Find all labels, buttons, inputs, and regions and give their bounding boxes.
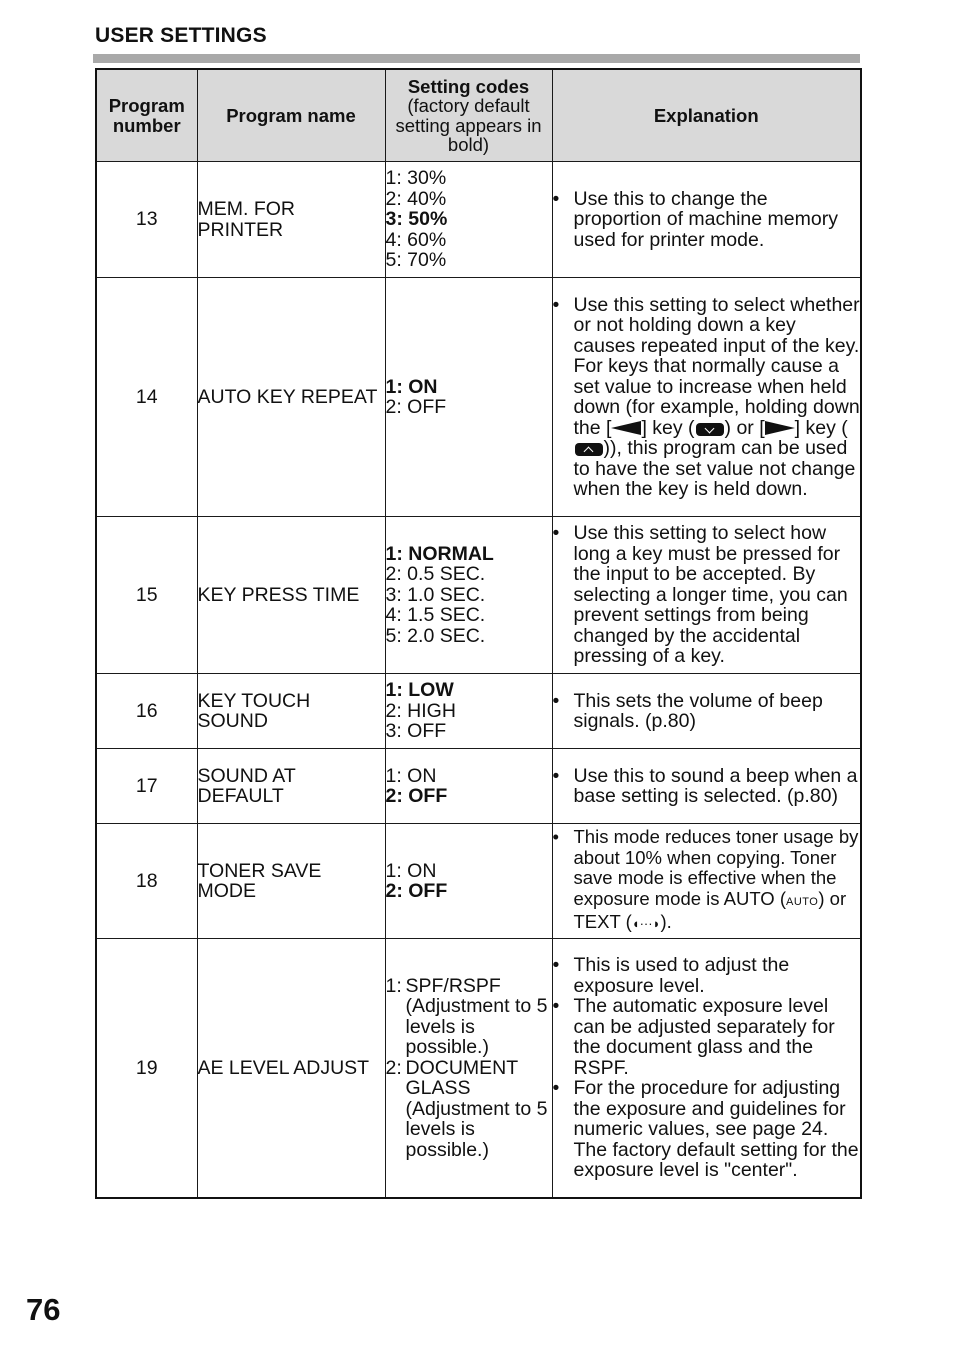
explanation — [552, 939, 861, 1198]
program-number: 16 — [96, 674, 197, 749]
table-row — [96, 939, 861, 1198]
header-program-name: Program name — [197, 69, 385, 162]
setting-code: 1: ON — [385, 859, 437, 882]
program-number: 13 — [96, 162, 197, 278]
program-name: KEY PRESS TIME — [197, 517, 385, 674]
table-header-row — [96, 69, 861, 162]
setting-code: 3: OFF — [385, 720, 447, 743]
user-settings-table — [95, 68, 862, 1199]
header-setting-codes-title: Setting codes — [407, 75, 530, 97]
setting-codes — [385, 824, 552, 939]
program-number: 18 — [96, 824, 197, 939]
explanation-bullet: • Use this setting to select whether or not holding down a key causes repeated input of the key. For keys that normally cause a set value to increase when held down (for example, holding down the [ ] key ( ) or [ ] key ()), this program can be used to have the set value not change when the key is held down. — [552, 293, 860, 500]
setting-code-default: 1: LOW — [385, 679, 454, 702]
header-setting-codes-note: (factory default setting appears in bold) — [395, 95, 542, 155]
setting-codes — [385, 749, 552, 824]
setting-code: 1: SPF/RSPF (Adjustment to 5 levels is possible.) — [385, 974, 548, 1058]
up-key-icon — [575, 443, 603, 456]
explanation — [552, 674, 861, 749]
left-arrow-key-icon — [611, 421, 641, 435]
section-rule — [93, 54, 860, 63]
program-number: 17 — [96, 749, 197, 824]
setting-code: 2: 0.5 SEC. — [385, 563, 486, 586]
setting-code-default: 3: 50% — [385, 208, 448, 231]
setting-code: 4: 60% — [385, 228, 447, 251]
program-name: AE LEVEL ADJUST — [197, 939, 385, 1198]
explanation — [552, 749, 861, 824]
program-name: SOUND AT DEFAULT — [197, 749, 385, 824]
auto-mode-icon: AUTO — [786, 895, 819, 908]
text-mode-icon: ◖···◗ — [631, 916, 661, 932]
setting-code-default: 1: ON — [385, 375, 438, 398]
setting-code-default: 2: OFF — [385, 880, 448, 902]
setting-codes — [385, 278, 552, 517]
explanation-bullet: • For the procedure for adjusting the exposure and guidelines for numeric values, see page 24. The factory default setting for the exposure level is "center". — [552, 1077, 859, 1181]
setting-code: 5: 2.0 SEC. — [385, 624, 486, 647]
explanation — [552, 824, 861, 939]
header-program-number: Program number — [96, 69, 197, 162]
table-row — [96, 162, 861, 278]
section-title: USER SETTINGS — [95, 24, 267, 47]
explanation-bullet: • This mode reduces toner usage by about 10% when copying. Toner save mode is effective when the exposure mode is AUTO (AUTO) or TEXT (◖···◗). — [552, 826, 859, 933]
setting-codes — [385, 939, 552, 1198]
setting-codes — [385, 517, 552, 674]
explanation-bullet: • This is used to adjust the exposure level. — [552, 954, 790, 997]
explanation — [552, 162, 861, 278]
page-number: 76 — [26, 1292, 61, 1327]
explanation-bullet: • Use this setting to select how long a key must be pressed for the input to be accepted. By selecting a longer time, you can prevent settings from being changed by the accidental pressing of a key. — [552, 522, 848, 668]
header-explanation: Explanation — [552, 69, 861, 162]
setting-code: 2: 40% — [385, 187, 447, 210]
setting-code: 5: 70% — [385, 249, 447, 272]
setting-code: 2: DOCUMENT GLASS (Adjustment to 5 levels is possible.) — [385, 1056, 548, 1161]
setting-code: 1: ON — [385, 764, 437, 787]
setting-code-default: 1: NORMAL — [385, 542, 494, 565]
setting-code: 3: 1.0 SEC. — [385, 583, 486, 606]
explanation — [552, 517, 861, 674]
explanation-bullet: • The automatic exposure level can be adjusted separately for the document glass and the RSPF. — [552, 995, 835, 1079]
explanation-bullet: • Use this to change the proportion of machine memory used for printer mode. — [552, 187, 838, 251]
explanation-bullet: • This sets the volume of beep signals. (p.80) — [552, 689, 823, 732]
program-number: 15 — [96, 517, 197, 674]
program-name: TONER SAVE MODE — [197, 824, 385, 939]
table-row — [96, 278, 861, 517]
table-row — [96, 824, 861, 939]
setting-code: 2: HIGH — [385, 699, 456, 722]
right-arrow-key-icon — [765, 421, 795, 435]
table-row — [96, 674, 861, 749]
explanation-bullet: • Use this to sound a beep when a base setting is selected. (p.80) — [552, 764, 858, 807]
program-name: AUTO KEY REPEAT — [197, 278, 385, 517]
setting-code: 4: 1.5 SEC. — [385, 604, 486, 627]
table-row — [96, 749, 861, 824]
program-number: 19 — [96, 939, 197, 1198]
table-row — [96, 517, 861, 674]
program-name: MEM. FOR PRINTER — [197, 162, 385, 278]
explanation — [552, 278, 861, 517]
program-number: 14 — [96, 278, 197, 517]
setting-code: 2: OFF — [385, 396, 447, 418]
setting-codes — [385, 674, 552, 749]
down-key-icon — [696, 423, 724, 436]
header-setting-codes — [385, 69, 552, 162]
setting-code: 1: 30% — [385, 167, 447, 190]
setting-codes — [385, 162, 552, 278]
program-name: KEY TOUCH SOUND — [197, 674, 385, 749]
setting-code-default: 2: OFF — [385, 785, 448, 807]
